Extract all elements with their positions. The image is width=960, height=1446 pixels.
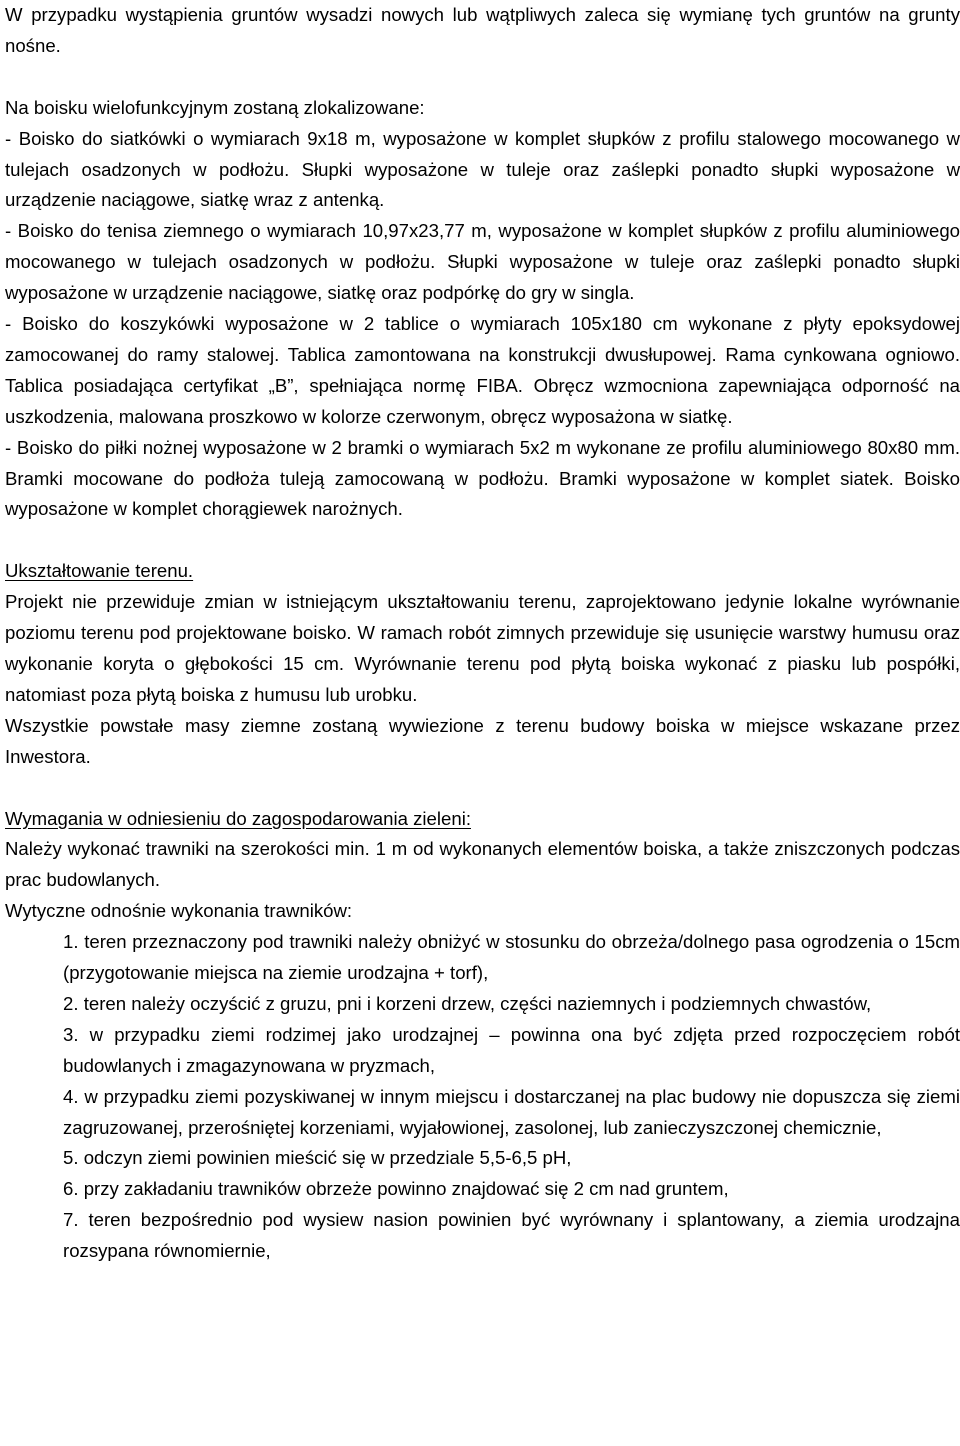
list-item-number: 2. [63,992,79,1014]
greenery-heading: Wymagania w odniesieniu do zagospodarowania zieleni: [5,807,471,829]
spacer [5,62,960,93]
basketball-paragraph: - Boisko do koszykówki wyposażone w 2 tablice o wymiarach 105x180 cm wykonane z płyty epoksydowej zamocowanej do ramy stalowej. Tablica zamontowana na konstrukcji dwusłupowej. Rama cynkowana ogniowo. Tablica posiadająca certyfikat „B”, spełniająca normę FIBA. Obręcz wzmocniona zapewniająca odporność na uszkodzenia, malowana proszkowo w kolorze czerwonym, obręcz wyposażona w siatkę. [5,313,960,427]
list-item-text: w przypadku ziemi rodzimej jako urodzajnej – powinna ona być zdjęta przed rozpoczęciem robót budowlanych i zmagazynowana w pryzmach, [63,1023,960,1076]
list-item-number: 7. [63,1209,79,1231]
football-paragraph: - Boisko do piłki nożnej wyposażone w 2 bramki o wymiarach 5x2 m wykonane ze profilu aluminiowego 80x80 mm. Bramki mocowane do podłoża tuleją zamocowaną w podłożu. Bramki wyposażone w komplet siatek. Boisko wyposażone w komplet chorągiewek narożnych. [5,436,960,520]
list-item [5,1174,960,1205]
terrain-paragraph-1: Projekt nie przewiduje zmian w istniejącym ukształtowaniu terenu, zaprojektowano jedynie lokalne wyrównanie poziomu terenu pod projektowane boisko. W ramach robót zimnych przewiduje się usunięcie warstwy humusu oraz wykonanie koryta o głębokości 15 cm. Wyrównanie terenu pod płytą boiska wykonać z piasku lub pospółki, natomiast poza płytą boiska z humusu lub urobku. [5,591,960,705]
volleyball-paragraph: - Boisko do siatkówki o wymiarach 9x18 m, wyposażone w komplet słupków z profilu stalowego mocowanego w tulejach osadzonych w podłożu. Słupki wyposażone w tuleje oraz zaślepki ponadto słupki wyposażone w urządzenie naciągowe, siatkę wraz z antenką. [5,127,960,211]
intro-paragraph: W przypadku wystąpienia gruntów wysadzi nowych lub wątpliwych zaleca się wymianę tych gruntów na grunty nośne. [5,4,960,56]
list-item-text: przy zakładaniu trawników obrzeże powinno znajdować się 2 cm nad gruntem, [83,1178,729,1200]
spacer [5,525,960,556]
list-item-number: 5. [63,1147,79,1169]
list-item-text: teren przeznaczony pod trawniki należy obniżyć w stosunku do obrzeża/dolnego pasa ogrodzenia o 15cm (przygotowanie miejsca na ziemie urodzajna + torf), [63,931,960,984]
list-item-text: odczyn ziemi powinien mieścić się w przedziale 5,5-6,5 pH, [83,1147,572,1169]
list-item-text: w przypadku ziemi pozyskiwanej w innym miejscu i dostarczanej na plac budowy nie dopuszcza się ziemi zagruzowanej, przerośniętej korzeniami, wyjałowionej, zasolonej, lub zanieczyszczonej chemicznie, [63,1085,960,1138]
spacer [5,773,960,804]
list-item-number: 4. [63,1085,79,1107]
terrain-heading: Ukształtowanie terenu. [5,560,194,582]
list-item [5,1205,960,1267]
list-item [5,927,960,989]
greenery-paragraph: Należy wykonać trawniki na szerokości min. 1 m od wykonanych elementów boiska, a także zniszczonych podczas prac budowlanych. [5,838,960,891]
terrain-paragraph-2: Wszystkie powstałe masy ziemne zostaną wywiezione z terenu budowy boiska w miejsce wskazane przez Inwestora. [5,714,960,767]
list-item [5,1020,960,1082]
tennis-paragraph: - Boisko do tenisa ziemnego o wymiarach 10,97x23,77 m, wyposażone w komplet słupków z profilu aluminiowego mocowanego w tulejach osadzonych w podłożu. Słupki wyposażone w tuleje oraz zaślepki ponadto słupki wyposażone w urządzenie naciągowe, siatkę oraz podpórkę do gry w singla. [5,220,960,304]
list-item-number: 1. [63,931,79,953]
list-item [5,989,960,1020]
list-item [5,1143,960,1174]
list-item-text: teren należy oczyścić z gruzu, pni i korzeni drzew, części naziemnych i podziemnych chwastów, [83,992,872,1014]
guidelines-list [5,927,960,1267]
guidelines-label: Wytyczne odnośnie wykonania trawników: [5,900,353,922]
sports-intro: Na boisku wielofunkcyjnym zostaną zlokalizowane: [5,96,425,118]
list-item-number: 3. [63,1023,79,1045]
list-item-number: 6. [63,1178,79,1200]
list-item-text: teren bezpośrednio pod wysiew nasion powinien być wyrównany i splantowany, a ziemia urodzajna rozsypana równomiernie, [63,1209,960,1262]
document-page [5,0,960,1267]
list-item [5,1082,960,1144]
